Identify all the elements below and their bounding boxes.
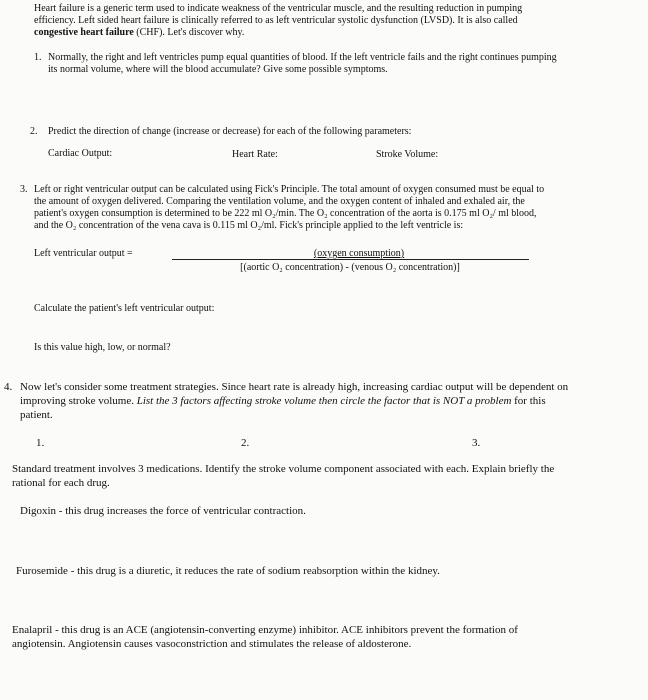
q3-line-1: Left or right ventricular output can be calculated using Fick's Principle. The total amount of oxygen consumed must be equal to <box>34 184 545 195</box>
q4-line-3: patient. <box>20 409 53 421</box>
q2-text: Predict the direction of change (increase or decrease) for each of the following parameters: <box>48 126 412 137</box>
q1-text <box>48 52 628 76</box>
treatment-intro <box>12 462 642 490</box>
q4-line-2a: improving stroke volume. <box>20 395 137 407</box>
factor-1: 1. <box>36 437 45 449</box>
intro-paragraph <box>34 3 634 39</box>
q3-calc-prompt: Calculate the patient's left ventricular output: <box>34 303 215 314</box>
q4-number: 4. <box>4 381 13 393</box>
factor-2: 2. <box>241 437 250 449</box>
q3-number: 3. <box>20 184 28 195</box>
enalapril-line-1: Enalapril - this drug is an ACE (angiotensin-converting enzyme) inhibitor. ACE inhibitors prevent the formation of <box>12 624 518 636</box>
param-heart-rate: Heart Rate: <box>232 149 278 160</box>
q4-instruction: List the 3 factors affecting stroke volume then circle the factor that is NOT a problem <box>136 395 512 407</box>
intro-line-3 <box>34 27 634 39</box>
factor-3: 3. <box>472 437 481 449</box>
chf-term: congestive heart failure <box>34 27 134 38</box>
q3-line-3: patient's oxygen consumption is determined to be 222 ml O₂/min. The O₂ concentration of the aorta is 0.175 ml O₂/ ml blood, <box>34 208 537 219</box>
intro-line-3-rest: (CHF). Let's discover why. <box>133 27 245 38</box>
q3-text <box>34 184 634 232</box>
enalapril-line-2: angiotensin. Angiotensin causes vasoconstriction and stimulates the release of aldosterone. <box>12 638 412 650</box>
param-stroke-volume: Stroke Volume: <box>376 149 439 160</box>
formula-label: Left ventricular output = <box>34 248 133 259</box>
furosemide-text: Furosemide - this drug is a diuretic, it reduces the rate of sodium reabsorption within the kidney. <box>16 565 440 577</box>
q3-value-prompt: Is this value high, low, or normal? <box>34 342 171 353</box>
q3-line-4: and the O₂ concentration of the vena cava is 0.115 ml O₂/ml. Fick's principle applied to the left ventricle is: <box>34 220 464 231</box>
treatment-line-1: Standard treatment involves 3 medications. Identify the stroke volume component associated with each. Explain briefly the <box>12 463 555 475</box>
q3-line-2: the amount of oxygen delivered. Comparing the ventilation volume, and the oxygen content of inhaled and exhaled air, the <box>34 196 525 207</box>
q1-line-2: its normal volume, where will the blood accumulate? Give some possible symptoms. <box>48 64 388 75</box>
q1-line-1: Normally, the right and left ventricles pump equal quantities of blood. If the left ventricle fails and the right continues pumping <box>48 52 557 63</box>
treatment-line-2: rational for each drug. <box>12 477 110 489</box>
formula-denominator: [(aortic O₂ concentration) - (venous O₂ concentration)] <box>240 262 460 273</box>
fraction-bar <box>172 259 529 260</box>
q4-line-2c: for this <box>511 395 546 407</box>
enalapril-text <box>12 623 642 651</box>
q2-number: 2. <box>30 126 38 137</box>
q4-line-2 <box>20 394 640 408</box>
q1-number: 1. <box>34 52 42 63</box>
formula-numerator: (oxygen consumption) <box>313 248 405 259</box>
intro-line-1: Heart failure is a generic term used to indicate weakness of the ventricular muscle, and the resulting reduction in pumping <box>34 3 523 14</box>
q4-line-1: Now let's consider some treatment strategies. Since heart rate is already high, increasing cardiac output will be dependent on <box>20 381 569 393</box>
q4-text <box>20 380 640 422</box>
intro-line-2: efficiency. Left sided heart failure is clinically referred to as left ventricular systolic dysfunction (LVSD). It is also called <box>34 15 518 26</box>
param-cardiac-output: Cardiac Output: <box>48 148 113 159</box>
digoxin-text: Digoxin - this drug increases the force of ventricular contraction. <box>20 505 306 517</box>
